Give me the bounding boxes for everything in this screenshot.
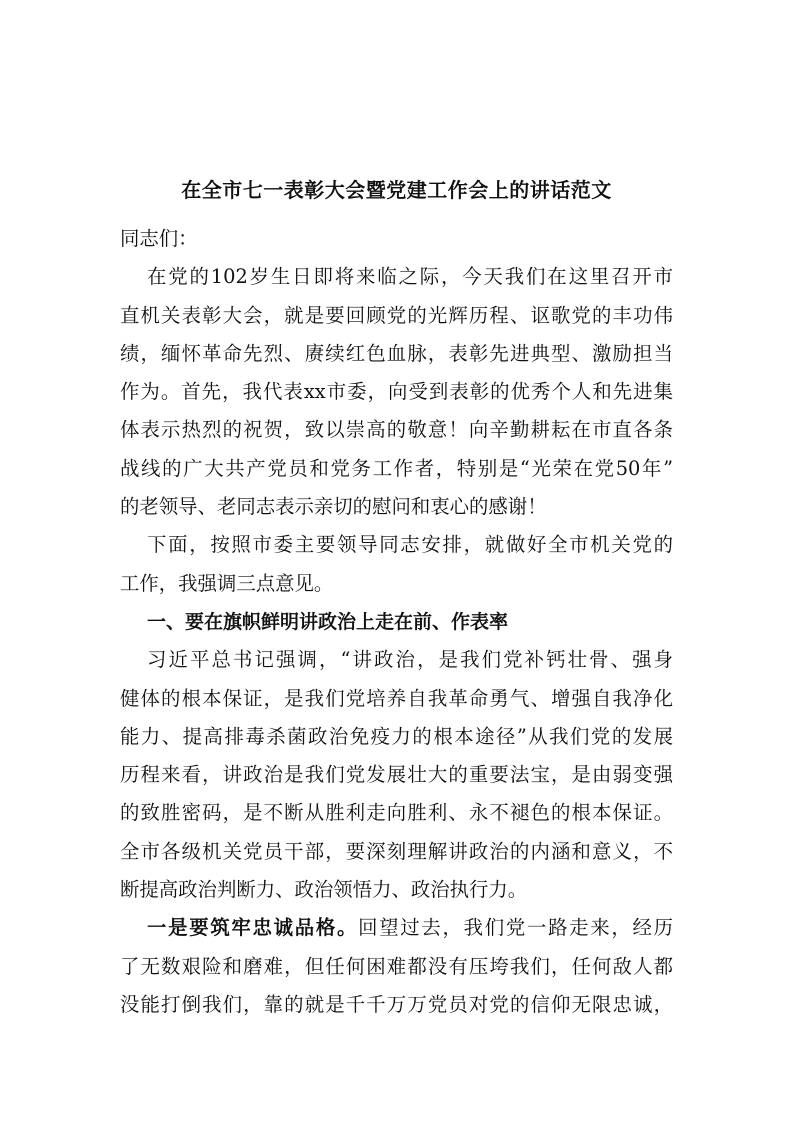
paragraph-line: 健体的根本保证，是我们党培养自我革命勇气、增强自我净化: [120, 686, 673, 710]
paragraph-line: 的老领导、老同志表示亲切的慰问和衷心的感谢！: [120, 495, 547, 519]
paragraph-line: 战线的广大共产党员和党务工作者，特别是“光荣在党50年”: [120, 456, 673, 480]
section-heading: 一、要在旗帜鲜明讲政治上走在前、作表率: [147, 610, 509, 633]
paragraph-line: 没能打倒我们，靠的就是千千万万党员对党的信仰无限忠诚，: [120, 992, 673, 1016]
paragraph-line: 了无数艰险和磨难，但任何困难都没有压垮我们，任何敌人都: [120, 954, 673, 978]
paragraph-line: 历程来看，讲政治是我们党发展壮大的重要法宝，是由弱变强: [120, 763, 673, 787]
bold-lead-text: 一是要筑牢忠诚品格。: [147, 916, 359, 940]
paragraph-text: 回望过去，我们党一路走来，经历: [358, 916, 673, 940]
paragraph-line: 在党的102岁生日即将来临之际，今天我们在这里召开市: [147, 265, 673, 289]
paragraph-line: 断提高政治判断力、政治领悟力、政治执行力。: [120, 878, 528, 902]
paragraph-line: 工作，我强调三点意见。: [120, 571, 334, 595]
document-body: [120, 220, 673, 1024]
document-title: 在全市七一表彰大会暨党建工作会上的讲话范文: [181, 178, 612, 202]
paragraph-line: 下面，按照市委主要领导同志安排，就做好全市机关党的: [147, 533, 673, 557]
paragraph-line: [120, 909, 673, 947]
paragraph-line: 体表示热烈的祝贺，致以崇高的敬意！向辛勤耕耘在市直各条: [120, 418, 673, 442]
paragraph-line: 直机关表彰大会，就是要回顾党的光辉历程、讴歌党的丰功伟: [120, 303, 673, 327]
paragraph-line: 作为。首先，我代表xx市委，向受到表彰的优秀个人和先进集: [120, 380, 673, 404]
salutation: 同志们：: [120, 227, 198, 250]
paragraph-line: 习近平总书记强调，“讲政治，是我们党补钙壮骨、强身: [147, 648, 673, 672]
paragraph-line: 的致胜密码，是不断从胜利走向胜利、永不褪色的根本保证。: [120, 801, 673, 825]
paragraph-line: 能力、提高排毒杀菌政治免疫力的根本途径”从我们党的发展: [120, 724, 673, 748]
paragraph-line: 全市各级机关党员干部，要深刻理解讲政治的内涵和意义，不: [120, 839, 673, 863]
paragraph-line: 绩，缅怀革命先烈、赓续红色血脉，表彰先进典型、激励担当: [120, 341, 673, 365]
